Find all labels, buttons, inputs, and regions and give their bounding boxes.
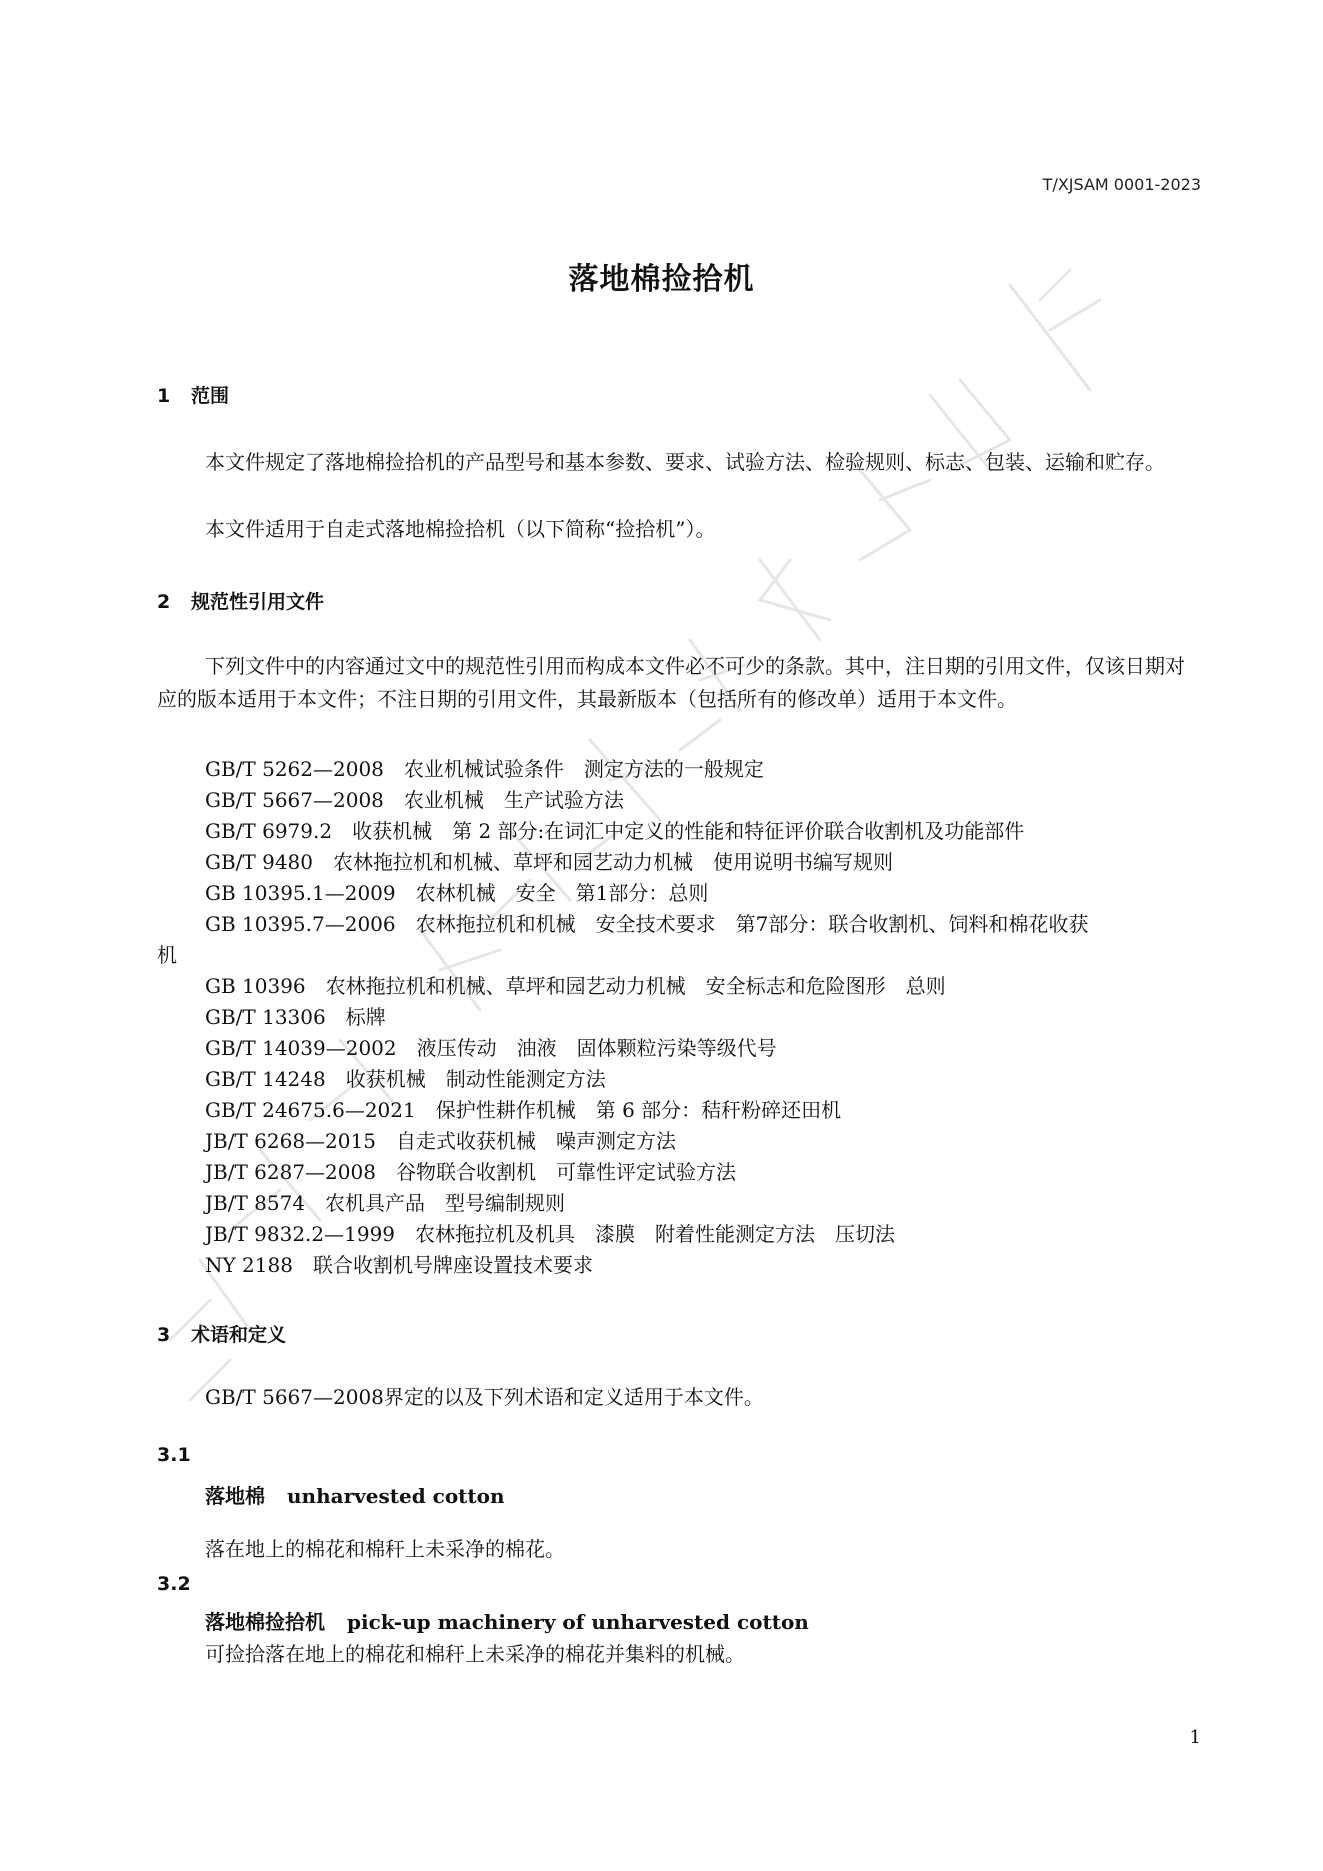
- section-1-paragraph-2: 本文件适用于自走式落地棉捡拾机（以下简称“捡拾机”）。: [205, 517, 716, 541]
- page-number: 1: [1189, 1727, 1201, 1748]
- term-3-1-definition: 落在地上的棉花和棉秆上未采净的棉花。: [205, 1537, 565, 1561]
- section-2-heading: [157, 587, 324, 614]
- reference-item: JB/T 8574 农机具产品 型号编制规则: [205, 1191, 566, 1215]
- term-english: unharvested cotton: [287, 1484, 505, 1508]
- reference-item: GB/T 5667—2008 农业机械 生产试验方法: [205, 788, 624, 812]
- reference-item: GB/T 5262—2008 农业机械试验条件 测定方法的一般规定: [205, 757, 764, 781]
- section-number: 3: [157, 1324, 171, 1346]
- section-title: 范围: [191, 385, 230, 407]
- reference-item-continuation: 机: [157, 943, 177, 967]
- section-number: 2: [157, 591, 171, 613]
- reference-item: GB/T 6979.2 收获机械 第 2 部分:在词汇中定义的性能和特征评价联合收割机及功能部件: [205, 819, 1025, 843]
- reference-item: GB/T 13306 标牌: [205, 1005, 386, 1029]
- reference-item: GB/T 9480 农林拖拉机和机械、草坪和园艺动力机械 使用说明书编写规则: [205, 850, 894, 874]
- section-title: 术语和定义: [191, 1324, 287, 1346]
- term-3-2-definition: 可捡拾落在地上的棉花和棉秆上未采净的棉花并集料的机械。: [205, 1642, 745, 1666]
- section-3-intro: GB/T 5667—2008界定的以及下列术语和定义适用于本文件。: [205, 1385, 764, 1409]
- section-title: 规范性引用文件: [191, 591, 325, 613]
- reference-item: GB/T 24675.6—2021 保护性耕作机械 第 6 部分：秸秆粉碎还田机: [205, 1098, 842, 1122]
- reference-item: JB/T 9832.2—1999 农林拖拉机及机具 漆膜 附着性能测定方法 压切法: [205, 1222, 896, 1246]
- section-1-heading: [157, 381, 229, 408]
- section-number: 1: [157, 385, 171, 407]
- term-chinese: 落地棉捡拾机: [205, 1610, 325, 1634]
- reference-item: NY 2188 联合收割机号牌座设置技术要求: [205, 1253, 593, 1277]
- section-2-intro: 下列文件中的内容通过文中的规范性引用而构成本文件必不可少的条款。其中，注日期的引用文件，仅该日期对应的版本适用于本文件；不注日期的引用文件，其最新版本（包括所有的修改单）适用于本文件。: [157, 654, 1185, 711]
- term-3-1-number: 3.1: [157, 1444, 191, 1466]
- reference-item: GB/T 14039—2002 液压传动 油液 固体颗粒污染等级代号: [205, 1036, 777, 1060]
- term-3-1: [205, 1480, 505, 1509]
- section-1-paragraph-1: 本文件规定了落地棉捡拾机的产品型号和基本参数、要求、试验方法、检验规则、标志、包装、运输和贮存。: [205, 450, 1165, 474]
- term-english: pick-up machinery of unharvested cotton: [347, 1610, 809, 1634]
- document-title: 落地棉捡拾机: [568, 262, 755, 297]
- reference-item: JB/T 6287—2008 谷物联合收割机 可靠性评定试验方法: [205, 1160, 736, 1184]
- document-code: T/XJSAM 0001-2023: [1042, 175, 1201, 194]
- section-3-heading: [157, 1320, 286, 1347]
- term-3-2: [205, 1606, 809, 1635]
- term-chinese: 落地棉: [205, 1484, 265, 1508]
- reference-item: GB 10395.7—2006 农林拖拉机和机械 安全技术要求 第7部分：联合收割机、饲料和棉花收获: [205, 912, 1089, 936]
- reference-item: GB 10395.1—2009 农林机械 安全 第1部分：总则: [205, 881, 709, 905]
- reference-item: JB/T 6268—2015 自走式收获机械 噪声测定方法: [205, 1129, 676, 1153]
- reference-item: GB 10396 农林拖拉机和机械、草坪和园艺动力机械 安全标志和危险图形 总则: [205, 974, 946, 998]
- term-3-2-number: 3.2: [157, 1573, 191, 1595]
- reference-item: GB/T 14248 收获机械 制动性能测定方法: [205, 1067, 606, 1091]
